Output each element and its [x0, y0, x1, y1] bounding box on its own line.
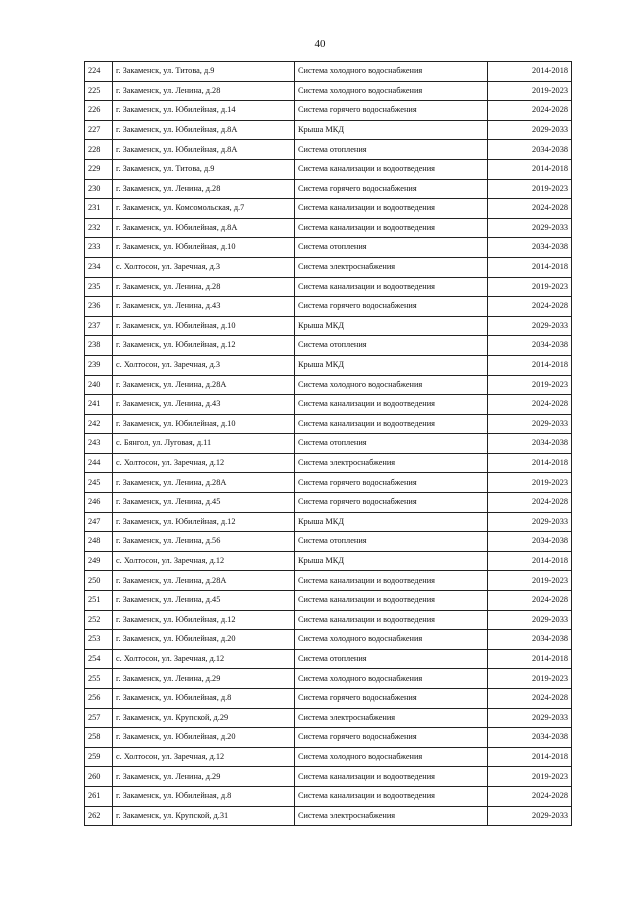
period-cell: 2014-2018: [488, 649, 572, 669]
row-number: 231: [85, 199, 113, 219]
row-number: 247: [85, 512, 113, 532]
system-cell: Система отопления: [295, 649, 488, 669]
address-cell: с. Холтосон, ул. Заречная, д.3: [113, 355, 295, 375]
table-row: [85, 238, 572, 258]
row-number: 253: [85, 630, 113, 650]
table-row: [85, 395, 572, 415]
system-cell: Система отопления: [295, 336, 488, 356]
period-cell: 2029-2033: [488, 512, 572, 532]
address-cell: г. Закаменск, ул. Юбилейная, д.20: [113, 728, 295, 748]
row-number: 242: [85, 414, 113, 434]
row-number: 236: [85, 297, 113, 317]
address-cell: г. Закаменск, ул. Ленина, д.29: [113, 767, 295, 787]
table-row: [85, 512, 572, 532]
period-cell: 2024-2028: [488, 493, 572, 513]
row-number: 239: [85, 355, 113, 375]
row-number: 228: [85, 140, 113, 160]
system-cell: Система холодного водоснабжения: [295, 375, 488, 395]
table-row: [85, 728, 572, 748]
period-cell: 2034-2038: [488, 434, 572, 454]
system-cell: Система электроснабжения: [295, 257, 488, 277]
address-cell: г. Закаменск, ул. Ленина, д.45: [113, 493, 295, 513]
table-row: [85, 767, 572, 787]
system-cell: Система холодного водоснабжения: [295, 747, 488, 767]
row-number: 234: [85, 257, 113, 277]
table-row: [85, 689, 572, 709]
system-cell: Крыша МКД: [295, 120, 488, 140]
row-number: 252: [85, 610, 113, 630]
system-cell: Система канализации и водоотведения: [295, 786, 488, 806]
period-cell: 2029-2033: [488, 806, 572, 826]
address-cell: г. Закаменск, ул. Юбилейная, д.10: [113, 238, 295, 258]
address-cell: с. Холтосон, ул. Заречная, д.12: [113, 453, 295, 473]
row-number: 241: [85, 395, 113, 415]
address-cell: г. Закаменск, ул. Юбилейная, д.8: [113, 689, 295, 709]
address-cell: г. Закаменск, ул. Юбилейная, д.12: [113, 336, 295, 356]
address-cell: г. Закаменск, ул. Юбилейная, д.10: [113, 316, 295, 336]
table-row: [85, 610, 572, 630]
period-cell: 2014-2018: [488, 257, 572, 277]
system-cell: Система горячего водоснабжения: [295, 179, 488, 199]
table-row: [85, 277, 572, 297]
period-cell: 2024-2028: [488, 297, 572, 317]
address-cell: г. Закаменск, ул. Ленина, д.29: [113, 669, 295, 689]
period-cell: 2019-2023: [488, 473, 572, 493]
address-cell: г. Закаменск, ул. Ленина, д.28А: [113, 473, 295, 493]
table-row: [85, 669, 572, 689]
address-cell: г. Закаменск, ул. Юбилейная, д.10: [113, 414, 295, 434]
row-number: 237: [85, 316, 113, 336]
table-row: [85, 414, 572, 434]
table-row: [85, 336, 572, 356]
row-number: 243: [85, 434, 113, 454]
address-cell: г. Закаменск, ул. Титова, д.9: [113, 62, 295, 82]
row-number: 244: [85, 453, 113, 473]
period-cell: 2029-2033: [488, 610, 572, 630]
table-row: [85, 140, 572, 160]
row-number: 225: [85, 81, 113, 101]
address-cell: г. Закаменск, ул. Ленина, д.45: [113, 591, 295, 611]
period-cell: 2014-2018: [488, 747, 572, 767]
table-row: [85, 159, 572, 179]
period-cell: 2014-2018: [488, 159, 572, 179]
period-cell: 2029-2033: [488, 218, 572, 238]
period-cell: 2034-2038: [488, 728, 572, 748]
row-number: 230: [85, 179, 113, 199]
table-row: [85, 199, 572, 219]
system-cell: Система горячего водоснабжения: [295, 728, 488, 748]
table-row: [85, 257, 572, 277]
address-cell: г. Закаменск, ул. Юбилейная, д.12: [113, 512, 295, 532]
table-row: [85, 747, 572, 767]
system-cell: Система холодного водоснабжения: [295, 81, 488, 101]
period-cell: 2034-2038: [488, 336, 572, 356]
row-number: 254: [85, 649, 113, 669]
system-cell: Система канализации и водоотведения: [295, 414, 488, 434]
system-cell: Крыша МКД: [295, 551, 488, 571]
period-cell: 2024-2028: [488, 395, 572, 415]
page-number: 40: [314, 38, 326, 50]
row-number: 260: [85, 767, 113, 787]
row-number: 229: [85, 159, 113, 179]
table-row: [85, 101, 572, 121]
period-cell: 2019-2023: [488, 179, 572, 199]
table-row: [85, 708, 572, 728]
period-cell: 2024-2028: [488, 199, 572, 219]
row-number: 258: [85, 728, 113, 748]
address-cell: г. Закаменск, ул. Ленина, д.28А: [113, 571, 295, 591]
system-cell: Система горячего водоснабжения: [295, 689, 488, 709]
system-cell: Система электроснабжения: [295, 806, 488, 826]
table-row: [85, 218, 572, 238]
row-number: 248: [85, 532, 113, 552]
address-cell: г. Закаменск, ул. Ленина, д.56: [113, 532, 295, 552]
period-cell: 2019-2023: [488, 767, 572, 787]
row-number: 232: [85, 218, 113, 238]
address-cell: с. Холтосон, ул. Заречная, д.12: [113, 551, 295, 571]
system-cell: Крыша МКД: [295, 512, 488, 532]
table-row: [85, 81, 572, 101]
period-cell: 2024-2028: [488, 786, 572, 806]
table-row: [85, 297, 572, 317]
table-row: [85, 591, 572, 611]
period-cell: 2014-2018: [488, 355, 572, 375]
row-number: 250: [85, 571, 113, 591]
period-cell: 2034-2038: [488, 140, 572, 160]
period-cell: 2024-2028: [488, 591, 572, 611]
table-row: [85, 551, 572, 571]
row-number: 257: [85, 708, 113, 728]
system-cell: Крыша МКД: [295, 316, 488, 336]
table-row: [85, 786, 572, 806]
system-cell: Система холодного водоснабжения: [295, 669, 488, 689]
row-number: 235: [85, 277, 113, 297]
period-cell: 2019-2023: [488, 571, 572, 591]
address-cell: с. Холтосон, ул. Заречная, д.12: [113, 649, 295, 669]
row-number: 226: [85, 101, 113, 121]
table-row: [85, 532, 572, 552]
row-number: 259: [85, 747, 113, 767]
table-body: [85, 62, 572, 826]
system-cell: Система отопления: [295, 434, 488, 454]
address-cell: г. Закаменск, ул. Титова, д.9: [113, 159, 295, 179]
system-cell: Система горячего водоснабжения: [295, 473, 488, 493]
address-cell: г. Закаменск, ул. Юбилейная, д.8: [113, 786, 295, 806]
period-cell: 2019-2023: [488, 375, 572, 395]
system-cell: Система холодного водоснабжения: [295, 630, 488, 650]
address-cell: г. Закаменск, ул. Комсомольская, д.7: [113, 199, 295, 219]
row-number: 262: [85, 806, 113, 826]
table-row: [85, 473, 572, 493]
table-row: [85, 493, 572, 513]
table-row: [85, 630, 572, 650]
address-cell: г. Закаменск, ул. Ленина, д.43: [113, 395, 295, 415]
system-cell: Система горячего водоснабжения: [295, 101, 488, 121]
row-number: 245: [85, 473, 113, 493]
table-row: [85, 179, 572, 199]
address-cell: г. Закаменск, ул. Юбилейная, д.8А: [113, 140, 295, 160]
period-cell: 2034-2038: [488, 238, 572, 258]
period-cell: 2014-2018: [488, 62, 572, 82]
address-cell: г. Закаменск, ул. Ленина, д.28А: [113, 375, 295, 395]
system-cell: Система канализации и водоотведения: [295, 571, 488, 591]
address-cell: с. Холтосон, ул. Заречная, д.12: [113, 747, 295, 767]
period-cell: 2019-2023: [488, 277, 572, 297]
system-cell: Система горячего водоснабжения: [295, 297, 488, 317]
period-cell: 2029-2033: [488, 316, 572, 336]
system-cell: Система канализации и водоотведения: [295, 767, 488, 787]
system-cell: Система канализации и водоотведения: [295, 159, 488, 179]
address-cell: г. Закаменск, ул. Ленина, д.28: [113, 277, 295, 297]
system-cell: Система канализации и водоотведения: [295, 395, 488, 415]
row-number: 251: [85, 591, 113, 611]
address-cell: г. Закаменск, ул. Крупской, д.31: [113, 806, 295, 826]
address-cell: г. Закаменск, ул. Юбилейная, д.14: [113, 101, 295, 121]
period-cell: 2029-2033: [488, 120, 572, 140]
address-cell: г. Закаменск, ул. Крупской, д.29: [113, 708, 295, 728]
system-cell: Система отопления: [295, 140, 488, 160]
table-row: [85, 434, 572, 454]
system-cell: Система канализации и водоотведения: [295, 218, 488, 238]
system-cell: Система электроснабжения: [295, 453, 488, 473]
address-cell: г. Закаменск, ул. Юбилейная, д.8А: [113, 218, 295, 238]
address-cell: г. Закаменск, ул. Ленина, д.28: [113, 81, 295, 101]
period-cell: 2024-2028: [488, 689, 572, 709]
system-cell: Система канализации и водоотведения: [295, 610, 488, 630]
row-number: 256: [85, 689, 113, 709]
table-row: [85, 120, 572, 140]
system-cell: Крыша МКД: [295, 355, 488, 375]
row-number: 249: [85, 551, 113, 571]
system-cell: Система отопления: [295, 238, 488, 258]
period-cell: 2019-2023: [488, 669, 572, 689]
address-cell: г. Закаменск, ул. Юбилейная, д.20: [113, 630, 295, 650]
system-cell: Система горячего водоснабжения: [295, 493, 488, 513]
period-cell: 2019-2023: [488, 81, 572, 101]
table-row: [85, 649, 572, 669]
address-cell: г. Закаменск, ул. Ленина, д.28: [113, 179, 295, 199]
row-number: 227: [85, 120, 113, 140]
address-cell: с. Бянгол, ул. Луговая, д.11: [113, 434, 295, 454]
system-cell: Система электроснабжения: [295, 708, 488, 728]
table-row: [85, 316, 572, 336]
table-row: [85, 571, 572, 591]
period-cell: 2024-2028: [488, 101, 572, 121]
table-row: [85, 62, 572, 82]
period-cell: 2029-2033: [488, 708, 572, 728]
address-cell: с. Холтосон, ул. Заречная, д.3: [113, 257, 295, 277]
table-row: [85, 453, 572, 473]
row-number: 224: [85, 62, 113, 82]
system-cell: Система канализации и водоотведения: [295, 591, 488, 611]
period-cell: 2029-2033: [488, 414, 572, 434]
period-cell: 2014-2018: [488, 453, 572, 473]
system-cell: Система канализации и водоотведения: [295, 199, 488, 219]
row-number: 246: [85, 493, 113, 513]
row-number: 240: [85, 375, 113, 395]
period-cell: 2034-2038: [488, 532, 572, 552]
address-cell: г. Закаменск, ул. Юбилейная, д.12: [113, 610, 295, 630]
period-cell: 2014-2018: [488, 551, 572, 571]
row-number: 261: [85, 786, 113, 806]
system-cell: Система канализации и водоотведения: [295, 277, 488, 297]
period-cell: 2034-2038: [488, 630, 572, 650]
address-cell: г. Закаменск, ул. Ленина, д.43: [113, 297, 295, 317]
system-cell: Система отопления: [295, 532, 488, 552]
address-cell: г. Закаменск, ул. Юбилейная, д.8А: [113, 120, 295, 140]
table-row: [85, 355, 572, 375]
repair-schedule-table: [84, 61, 572, 826]
row-number: 255: [85, 669, 113, 689]
system-cell: Система холодного водоснабжения: [295, 62, 488, 82]
row-number: 238: [85, 336, 113, 356]
table-row: [85, 806, 572, 826]
row-number: 233: [85, 238, 113, 258]
table-row: [85, 375, 572, 395]
